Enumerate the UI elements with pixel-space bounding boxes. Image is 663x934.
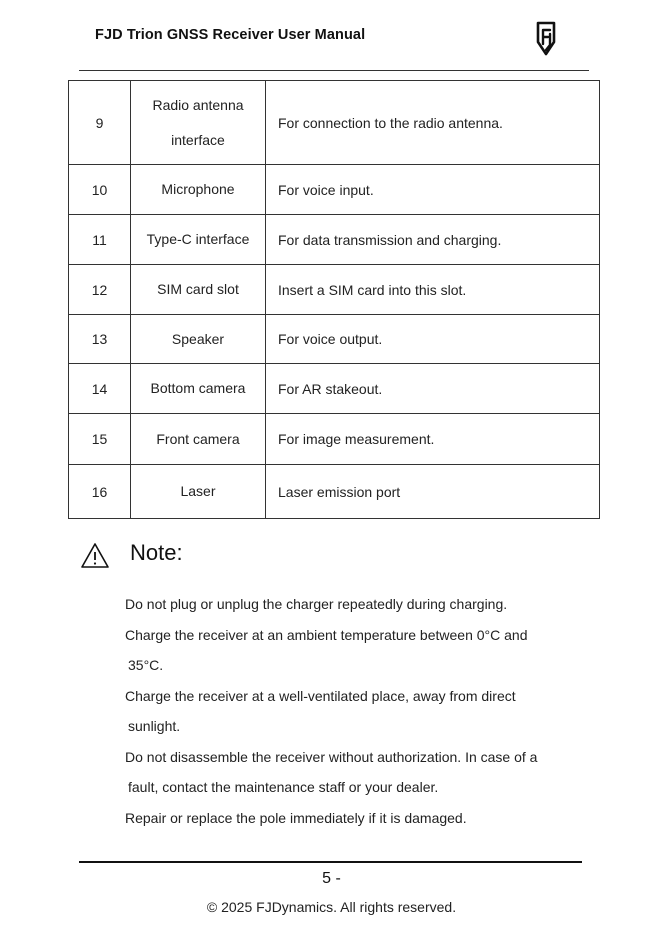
component-name-line: Radio antenna [152,96,244,113]
component-description: For image measurement. [266,414,600,465]
note-line: Do not plug or unplug the charger repeatedly during charging. [125,596,508,612]
copyright: © 2025 FJDynamics. All rights reserved. [206,899,457,915]
component-name-line: Speaker [171,330,225,347]
component-description: For connection to the radio antenna. [266,81,600,165]
table-row [69,215,600,265]
row-number: 13 [69,315,131,364]
page-number: 5 - [322,870,341,887]
component-name [131,165,266,215]
row-number: 9 [69,81,131,165]
note-title: Note: [130,540,183,565]
component-name [131,414,266,465]
footer-divider [79,861,582,863]
table-row [69,81,600,165]
note-line: Repair or replace the pole immediately if it is damaged. [125,809,467,826]
row-number: 15 [69,414,131,465]
note-item [125,803,585,834]
component-name-line: Type-C interface [146,231,250,247]
component-name [131,81,266,165]
fjd-logo-icon [535,20,557,58]
table-row [69,315,600,364]
component-name-line: Bottom camera [150,380,246,396]
component-description: For AR stakeout. [266,364,600,414]
component-name [131,364,266,414]
header-divider [79,70,589,71]
component-name-line: Front camera [156,430,240,447]
component-name-line: SIM card slot [157,281,239,297]
note-item [125,589,585,620]
note-item [125,620,585,681]
table-row [69,165,600,215]
note-line: Do not disassemble the receiver without authorization. In case of a [125,748,538,765]
component-name-line: Microphone [161,181,235,197]
component-name-line: Laser [180,483,216,499]
row-number: 11 [69,215,131,265]
component-name [131,465,266,519]
component-name [131,315,266,364]
component-name [131,265,266,315]
table-row [69,265,600,315]
table-row [69,465,600,519]
component-description: For voice input. [266,165,600,215]
component-name [131,215,266,265]
row-number: 10 [69,165,131,215]
component-table [68,80,600,519]
component-description: For voice output. [266,315,600,364]
component-description: Insert a SIM card into this slot. [266,265,600,315]
component-description: Laser emission port [266,465,600,519]
table-row [69,364,600,414]
note-item [125,681,585,742]
component-name-line: interface [171,131,225,148]
table-row [69,414,600,465]
row-number: 12 [69,265,131,315]
note-list [125,589,585,833]
warning-triangle-icon [80,542,110,569]
note-line: Charge the receiver at a well-ventilated place, away from direct [125,687,516,704]
row-number: 16 [69,465,131,519]
row-number: 14 [69,364,131,414]
component-description: For data transmission and charging. [266,215,600,265]
note-line: sunlight. [128,718,181,734]
note-line: 35°C. [128,657,164,673]
note-item [125,742,585,803]
note-line: Charge the receiver at an ambient temperature between 0°C and [125,626,528,643]
note-line: fault, contact the maintenance staff or your dealer. [128,779,439,795]
manual-title: FJD Trion GNSS Receiver User Manual [95,27,366,43]
